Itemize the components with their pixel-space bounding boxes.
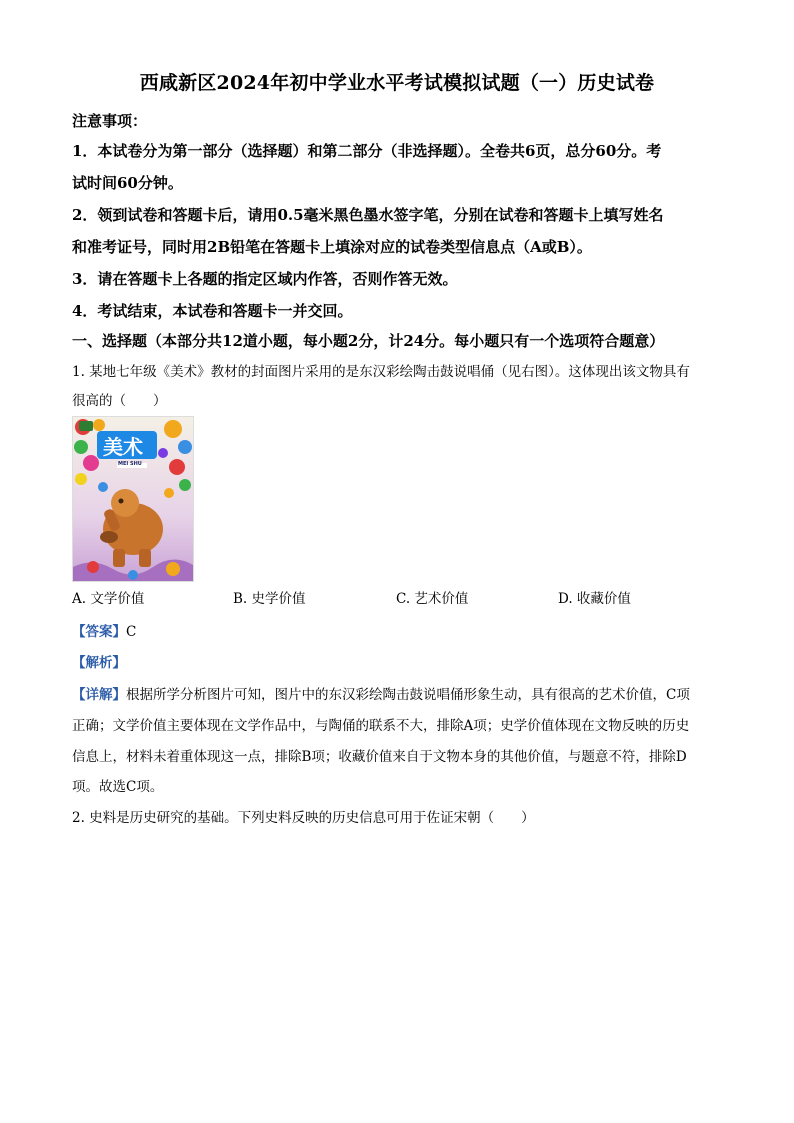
notice-item-1: 1．本试卷分为第一部分（选择题）和第二部分（非选择题）。全卷共6页，总分60分。考 <box>72 142 662 160</box>
notice-item-3: 3．请在答题卡上各题的指定区域内作答，否则作答无效。 <box>72 270 458 288</box>
option-a: A. 文学价值 <box>72 591 145 607</box>
section-heading: 一、选择题（本部分共12道小题，每小题2分，计24分。每小题只有一个选项符合题意） <box>72 332 665 350</box>
cover-title-text: 美术 <box>103 435 143 459</box>
detail-line-3: 信息上，材料未着重体现这一点，排除B项；收藏价值来自于文物本身的其他价值，与题意不符，排除D <box>72 749 687 765</box>
detail-tag: 【详解】 <box>72 687 126 703</box>
cover-pinyin-text: MEI SHU <box>118 461 142 467</box>
textbook-cover-image <box>72 416 194 582</box>
question-1-stem: 1. 某地七年级《美术》教材的封面图片采用的是东汉彩绘陶击鼓说唱俑（见右图）。这体现出该文物具有 <box>72 364 690 380</box>
answer-tag: 【答案】 <box>72 624 126 640</box>
question-2-stem: 2. 史料是历史研究的基础。下列史料反映的历史信息可用于佐证宋朝（ ） <box>72 810 535 826</box>
analysis-tag: 【解析】 <box>72 655 126 671</box>
notice-item-1-cont: 试时间60分钟。 <box>72 174 183 192</box>
detail-line-4: 项。故选C项。 <box>72 779 164 795</box>
option-d: D. 收藏价值 <box>558 591 631 607</box>
notice-item-2-cont: 和准考证号，同时用2B铅笔在答题卡上填涂对应的试卷类型信息点（A或B）。 <box>72 238 592 256</box>
notice-item-4: 4．考试结束，本试卷和答题卡一并交回。 <box>72 302 353 320</box>
option-c: C. 艺术价值 <box>396 591 469 607</box>
detail-text-1: 根据所学分析图片可知，图片中的东汉彩绘陶击鼓说唱俑形象生动，具有很高的艺术价值，C项 <box>126 687 690 703</box>
answer-line <box>72 620 136 640</box>
option-b: B. 史学价值 <box>233 591 306 607</box>
notice-heading: 注意事项： <box>72 112 148 130</box>
notice-item-2: 2．领到试卷和答题卡后，请用0.5毫米黑色墨水签字笔，分别在试卷和答题卡上填写姓名 <box>72 206 664 224</box>
question-1-stem-cont: 很高的（ ） <box>72 393 167 409</box>
detail-line-1 <box>72 683 732 703</box>
analysis-line <box>72 651 126 671</box>
detail-line-2: 正确；文学价值主要体现在文学作品中，与陶俑的联系不大，排除A项；史学价值体现在文物反映的历史 <box>72 718 690 734</box>
question-1-options <box>72 587 732 607</box>
exam-title: 西咸新区2024年初中学业水平考试模拟试题（一）历史试卷 <box>139 72 655 94</box>
answer-value: C <box>126 624 137 640</box>
